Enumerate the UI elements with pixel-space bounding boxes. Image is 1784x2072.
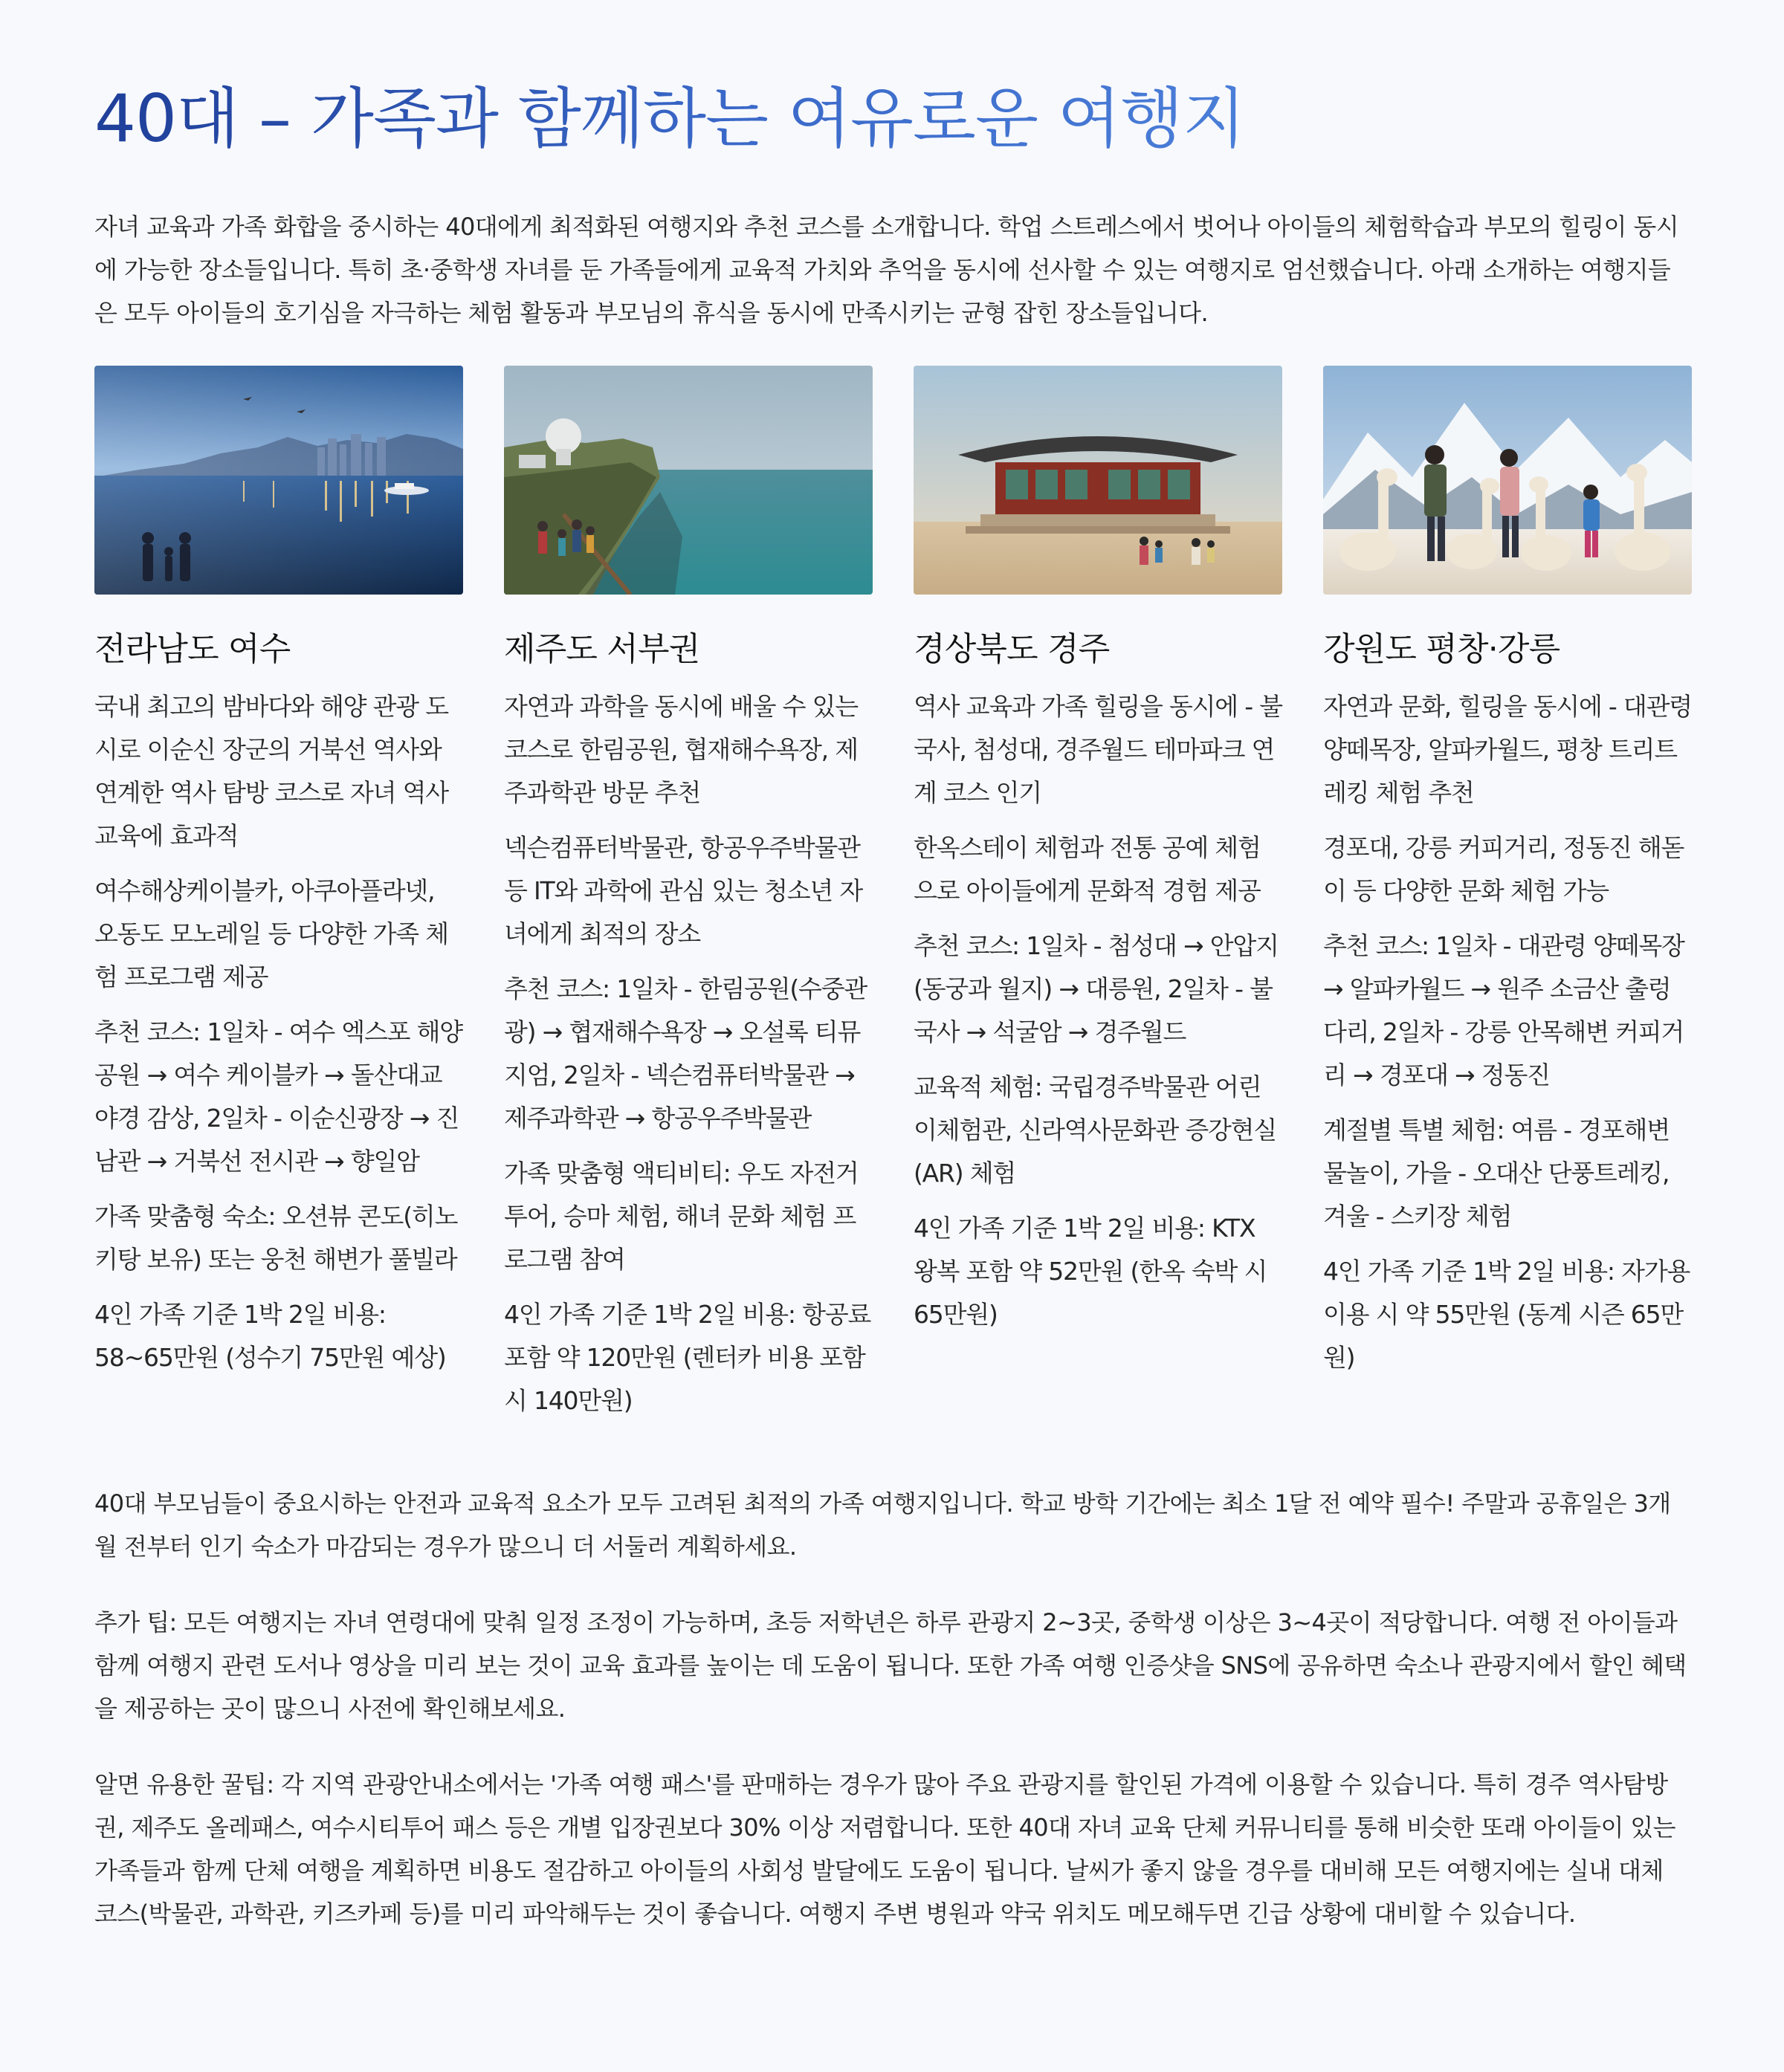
- yeosu-night-sea-photo: [94, 366, 463, 595]
- pyeongchang-alpaca-photo: [1323, 366, 1692, 595]
- card-paragraph: 자연과 과학을 동시에 배울 수 있는 코스로 한림공원, 협재해수욕장, 제주과학관 방문 추천: [504, 692, 858, 807]
- card-paragraph: 국내 최고의 밤바다와 해양 관광 도시로 이순신 장군의 거북선 역사와 연계한 역사 탐방 코스로 자녀 역사 교육에 효과적: [94, 692, 448, 850]
- jeju-coast-photo: [504, 366, 873, 595]
- destination-card-jeju: [504, 366, 873, 1482]
- card-paragraph: 계절별 특별 체험: 여름 - 경포해변 물놀이, 가을 - 오대산 단풍트레킹, 겨울 - 스키장 체험: [1323, 1116, 1670, 1231]
- card-paragraph: 4인 가족 기준 1박 2일 비용: 항공료 포함 약 120만원 (렌터카 비용 포함 시 140만원): [504, 1300, 871, 1415]
- card-title: 경상북도 경주: [914, 630, 1110, 668]
- page-title: 40대 – 가족과 함께하는 여유로운 여행지: [94, 74, 1245, 164]
- card-paragraph: 여수해상케이블카, 아쿠아플라넷, 오동도 모노레일 등 다양한 가족 체험 프로그램 제공: [94, 876, 448, 991]
- useful-tips-paragraph: 알면 유용한 꿀팁: 각 지역 관광안내소에서는 '가족 여행 패스'를 판매하는 경우가 많아 주요 관광지를 할인된 가격에 이용할 수 있습니다. 특히 경주 역사탐방권, 제주도 올레패스, 여수시티투어 패스 등은 개별 입장권보다 30% 이상 저렴합니다. 또한 40대 자녀 교육 단체 커뮤니티를 통해 비슷한 또래 아이들이 있는 가족들과 함께 단체 여행을 계획하면 비용도 절감하고 아이들의 사회성 발달에도 도움이 됩니다. 날씨가 좋지 않을 경우를 대비해 모든 여행지에는 실내 대체 코스(박물관, 과학관, 키즈카페 등)를 미리 파악해두는 것이 좋습니다. 여행지 주변 병원과 약국 위치도 메모해두면 긴급 상황에 대비할 수 있습니다.: [94, 1770, 1675, 1928]
- card-title: 강원도 평창·강릉: [1323, 630, 1560, 668]
- card-paragraph: 추천 코스: 1일차 - 한림공원(수중관광) → 협재해수욕장 → 오설록 티뮤지엄, 2일차 - 넥슨컴퓨터박물관 → 제주과학관 → 항공우주박물관: [504, 974, 867, 1133]
- card-paragraph: 교육적 체험: 국립경주박물관 어린이체험관, 신라역사문화관 증강현실(AR) 체험: [914, 1072, 1277, 1188]
- card-paragraph: 자연과 문화, 힐링을 동시에 - 대관령 양떼목장, 알파카월드, 평창 트리트레킹 체험 추천: [1323, 692, 1692, 807]
- card-paragraph: 경포대, 강릉 커피거리, 정동진 해돋이 등 다양한 문화 체험 가능: [1323, 833, 1684, 905]
- card-paragraph: 넥슨컴퓨터박물관, 항공우주박물관 등 IT와 과학에 관심 있는 청소년 자녀에게 최적의 장소: [504, 833, 863, 948]
- destination-card-pyeongchang: [1323, 366, 1692, 1482]
- card-paragraph: 4인 가족 기준 1박 2일 비용: 자가용 이용 시 약 55만원 (동계 시즌 65만원): [1323, 1257, 1690, 1372]
- card-paragraph: 추천 코스: 1일차 - 대관령 양떼목장 → 알파카월드 → 원주 소금산 출렁다리, 2일차 - 강릉 안목해변 커피거리 → 경포대 → 정동진: [1323, 931, 1684, 1090]
- card-title: 제주도 서부권: [504, 630, 700, 668]
- card-title: 전라남도 여수: [94, 630, 291, 668]
- gyeongju-palace-photo: [914, 366, 1282, 595]
- card-paragraph: 가족 맞춤형 액티비티: 우도 자전거 투어, 승마 체험, 해녀 문화 체험 프로그램 참여: [504, 1159, 859, 1274]
- footer-notes: [94, 1482, 1690, 1935]
- card-paragraph: 4인 가족 기준 1박 2일 비용: KTX 왕복 포함 약 52만원 (한옥 숙박 시 65만원): [914, 1214, 1267, 1329]
- destination-card-gyeongju: [914, 366, 1282, 1482]
- intro-paragraph: 자녀 교육과 가족 화합을 중시하는 40대에게 최적화된 여행지와 추천 코스를 소개합니다. 학업 스트레스에서 벗어나 아이들의 체험학습과 부모의 힐링이 동시에 가능한 장소들입니다. 특히 초·중학생 자녀를 둔 가족들에게 교육적 가치와 추억을 동시에 선사할 수 있는 여행지로 엄선했습니다. 아래 소개하는 여행지들은 모두 아이들의 호기심을 자극하는 체험 활동과 부모님의 휴식을 동시에 만족시키는 균형 잡힌 장소들입니다.: [94, 213, 1679, 327]
- card-paragraph: 추천 코스: 1일차 - 여수 엑스포 해양공원 → 여수 케이블카 → 돌산대교 야경 감상, 2일차 - 이순신광장 → 진남관 → 거북선 전시관 → 향일암: [94, 1017, 462, 1176]
- footer-paragraph: 40대 부모님들이 중요시하는 안전과 교육적 요소가 모두 고려된 최적의 가족 여행지입니다. 학교 방학 기간에는 최소 1달 전 예약 필수! 주말과 공휴일은 3개월 전부터 인기 숙소가 마감되는 경우가 많으니 더 서둘러 계획하세요.: [94, 1489, 1671, 1561]
- destination-card-yeosu: [94, 366, 463, 1482]
- tips-paragraph: 추가 팁: 모든 여행지는 자녀 연령대에 맞춰 일정 조정이 가능하며, 초등 저학년은 하루 관광지 2~3곳, 중학생 이상은 3~4곳이 적당합니다. 여행 전 아이들과 함께 여행지 관련 도서나 영상을 미리 보는 것이 교육 효과를 높이는 데 도움이 됩니다. 또한 가족 여행 인증샷을 SNS에 공유하면 숙소나 관광지에서 할인 혜택을 제공하는 곳이 많으니 사전에 확인해보세요.: [94, 1608, 1687, 1723]
- card-paragraph: 가족 맞춤형 숙소: 오션뷰 콘도(히노키탕 보유) 또는 웅천 해변가 풀빌라: [94, 1202, 458, 1274]
- card-paragraph: 한옥스테이 체험과 전통 공예 체험으로 아이들에게 문화적 경험 제공: [914, 833, 1261, 905]
- card-paragraph: 역사 교육과 가족 힐링을 동시에 - 불국사, 첨성대, 경주월드 테마파크 연계 코스 인기: [914, 692, 1282, 807]
- destination-cards: [94, 366, 1690, 1482]
- card-paragraph: 추천 코스: 1일차 - 첨성대 → 안압지(동궁과 월지) → 대릉원, 2일차 - 불국사 → 석굴암 → 경주월드: [914, 931, 1279, 1046]
- card-paragraph: 4인 가족 기준 1박 2일 비용: 58~65만원 (성수기 75만원 예상): [94, 1300, 446, 1372]
